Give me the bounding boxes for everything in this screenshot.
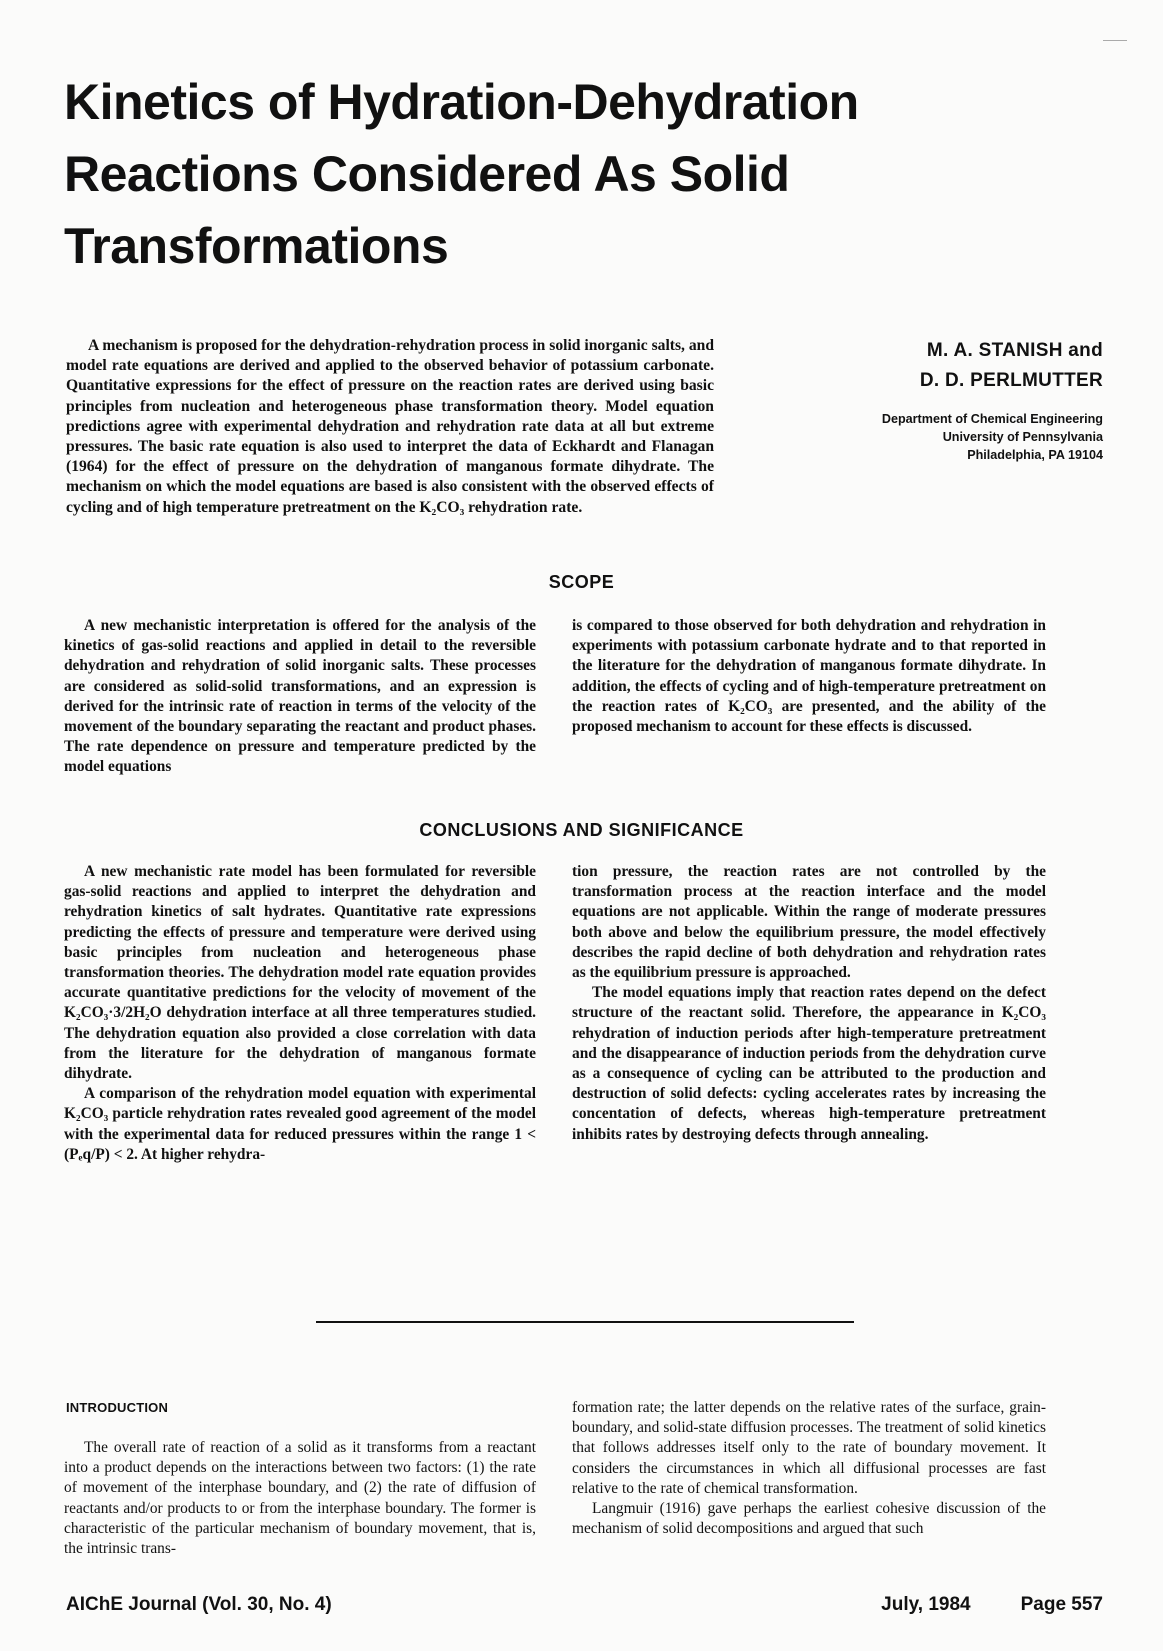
section-divider <box>316 1321 854 1323</box>
author-2: D. D. PERLMUTTER <box>919 370 1103 391</box>
affiliation <box>803 410 1103 464</box>
scope-left-text: A new mechanistic interpretation is offered for the analysis of the kinetics of gas-solid reactions and applied in detail to the reversible dehydration and rehydration of solid inorganic salts. These processes are considered as solid-solid transformations, and an expression is derived for the intrinsic rate of reaction in terms of the velocity of the movement of the boundary separating the reactant and product phases. The rate dependence on pressure and temperature predicted by the model equations <box>64 617 536 776</box>
introduction-left-text: The overall rate of reaction of a solid as it transforms from a reactant into a product depends on the interactions between two factors: (1) the rate of movement of the interphase boundary, and (2) the rate of diffusion of reactants and/or products to or from the interphase boundary. The former is characteristic of the particular mechanism of boundary movement, that is, the intrinsic trans- <box>64 1439 536 1558</box>
page-number: Page 557 <box>1020 1594 1103 1615</box>
title-line-1: Kinetics of Hydration-Dehydration <box>64 74 859 130</box>
scope-left-column <box>64 616 536 778</box>
affiliation-city: Philadelphia, PA 19104 <box>967 448 1103 462</box>
conclusions-left-p2: A comparison of the rehydration model equation with experimental K₂CO₃ particle rehydration rates revealed good agreement of the model with the experimental data for reduced pressures within the range 1 < (Pₑq/P) < 2. At higher rehydra- <box>64 1085 536 1163</box>
introduction-left-column <box>64 1438 536 1559</box>
introduction-right-column <box>572 1398 1046 1539</box>
introduction-right-p2: Langmuir (1916) gave perhaps the earliest cohesive discussion of the mechanism of solid decompositions and argued that such <box>572 1500 1046 1538</box>
scan-mark <box>1103 40 1127 41</box>
title-line-3: Transformations <box>64 218 449 274</box>
abstract: A mechanism is proposed for the dehydration-rehydration process in solid inorganic salts, and model rate equations are derived and applied to the observed behavior of potassium carbonate. Quantitative expressions for the effect of pressure on the reaction rates are derived using basic principles from nucleation and heterogeneous phase transformation theory. Model equation predictions agree with experimental dehydration and rehydration rate data at all but extreme pressures. The basic rate equation is also used to interpret the data of Eckhardt and Flanagan (1964) for the effect of pressure on the dehydration of manganous formate dihydrate. The mechanism on which the model equations are based is also consistent with the observed effects of cycling and of high temperature pretreatment on the K₂CO₃ rehydration rate. <box>66 337 714 516</box>
scope-right-column <box>572 616 1046 737</box>
issue-date: July, 1984 <box>881 1594 971 1615</box>
conclusions-heading: CONCLUSIONS AND SIGNIFICANCE <box>419 820 744 840</box>
footer-right <box>881 1594 1103 1616</box>
paper-title <box>64 66 964 282</box>
author-block <box>803 336 1103 464</box>
title-line-2: Reactions Considered As Solid <box>64 146 790 202</box>
scope-heading: SCOPE <box>548 572 615 592</box>
conclusions-left-column <box>64 862 536 1165</box>
affiliation-university: University of Pennsylvania <box>942 430 1103 444</box>
scope-right-text: is compared to those observed for both dehydration and rehydration in experiments with potassium carbonate hydrate and to that reported in the literature for the dehydration of manganous formate dihydrate. In addition, the effects of cycling and of high-temperature pretreatment on the reaction rates of K₂CO₃ are presented, and the ability of the proposed mechanism to account for these effects is discussed. <box>572 617 1046 736</box>
conclusions-right-column <box>572 862 1046 1145</box>
conclusions-right-p1: tion pressure, the reaction rates are not controlled by the transformation process at the reaction interface and the model equations are not applicable. Within the range of moderate pressures both above and below the equilibrium pressure, the model effectively describes the rapid decline of both dehydration and rehydration rates as the equilibrium pressure is approached. <box>572 863 1046 982</box>
author-1: M. A. STANISH and <box>926 340 1103 361</box>
conclusions-left-p1: A new mechanistic rate model has been formulated for reversible gas-solid reactions and applied to interpret the dehydration and rehydration kinetics of salt hydrates. Quantitative rate expressions predicting the effects of pressure and temperature were derived using basic principles from nucleation and heterogeneous phase transformation theories. The dehydration model rate equation provides accurate quantitative predictions for the velocity of movement of the K₂CO₃·3/2H₂O dehydration interface at all three temperatures studied. The dehydration equation also provided a close correlation with data from the literature for the dehydration of manganous formate dihydrate. <box>64 863 536 1083</box>
introduction-heading: INTRODUCTION <box>66 1400 169 1415</box>
affiliation-dept: Department of Chemical Engineering <box>881 412 1103 426</box>
conclusions-right-p2: The model equations imply that reaction rates depend on the defect structure of the reactant solid. Therefore, the appearance in K₂CO₃ rehydration of induction periods after high-temperature pretreatment and the disappearance of induction periods from the dehydration curve as a consequence of cycling can be attributed to the production and destruction of solid defects: cycling accelerates rates by increasing the concentation of defects, whereas high-temperature pretreatment inhibits rates by destroying defects through annealing. <box>572 984 1046 1143</box>
introduction-right-p1: formation rate; the latter depends on the relative rates of the surface, grain-boundary, and solid-state diffusion processes. The treatment of solid kinetics that follows addresses itself only to the rate of boundary movement. It considers the circumstances in which all diffusional processes are fast relative to the rate of chemical transformation. <box>572 1399 1046 1497</box>
journal-citation: AIChE Journal (Vol. 30, No. 4) <box>66 1594 332 1615</box>
